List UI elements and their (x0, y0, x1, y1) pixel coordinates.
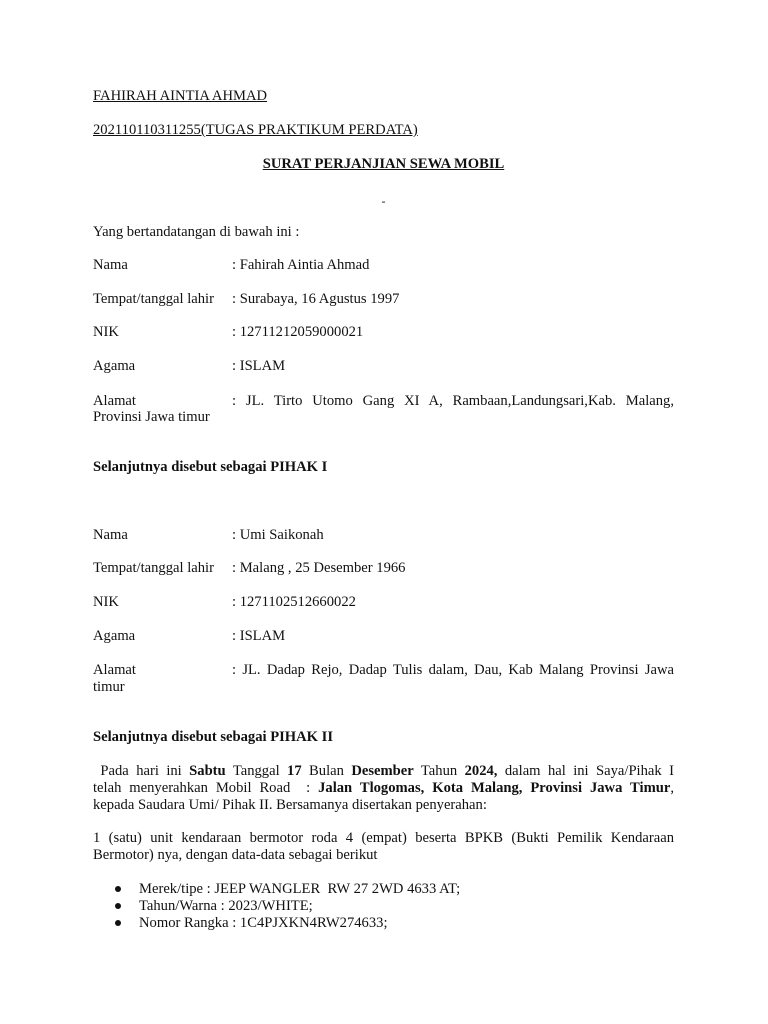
field-label-continued: timur (93, 679, 125, 695)
field-value: : Fahirah Aintia Ahmad (232, 257, 370, 273)
text-run: dalam hal ini Saya/Pihak I (497, 763, 674, 779)
field-label: Alamat (93, 393, 136, 409)
field-value: : ISLAM (232, 358, 286, 374)
student-id-subtitle: 202110110311255(TUGAS PRAKTIKUM PERDATA) (93, 122, 418, 138)
list-item (93, 915, 460, 932)
list-item-text: Merek/tipe : JEEP WANGLER RW 27 2WD 4633 AT; (139, 881, 461, 897)
list-item-text: Nomor Rangka : 1C4PJXKN4RW274633; (139, 915, 388, 931)
text-run: Tahun (413, 763, 465, 779)
intro-text: Yang bertandatangan di bawah ini : (93, 224, 300, 240)
author-name: FAHIRAH AINTIA AHMAD (93, 88, 268, 104)
field-label: Tempat/tanggal lahir (93, 291, 214, 307)
day-value: Sabtu (189, 763, 226, 779)
field-value: : 12711212059000021 (232, 324, 364, 340)
document-title: SURAT PERJANJIAN SEWA MOBIL (262, 156, 505, 172)
month-value: Desember (351, 763, 414, 779)
year-value: 2024, (464, 763, 498, 779)
vehicle-intro-paragraph (93, 830, 674, 864)
pihak2-closing: Selanjutnya disebut sebagai PIHAK II (93, 729, 334, 745)
field-label: NIK (93, 594, 119, 610)
field-label: Nama (93, 527, 128, 543)
list-item (93, 898, 460, 915)
field-label: NIK (93, 324, 119, 340)
field-value: : JL. Tirto Utomo Gang XI A, Rambaan,Landungsari,Kab. Malang, (232, 393, 674, 409)
field-value: : ISLAM (232, 628, 286, 644)
field-label: Tempat/tanggal lahir (93, 560, 214, 576)
paragraph-line (93, 763, 674, 780)
paragraph-line: Bermotor) nya, dengan data-data sebagai berikut (93, 847, 378, 863)
handover-paragraph (93, 763, 674, 814)
field-value: : 1271102512660022 (232, 594, 356, 610)
bullet-icon (115, 920, 121, 926)
date-value: 17 (287, 763, 302, 779)
field-value: : JL. Dadap Rejo, Dadap Tulis dalam, Dau, Kab Malang Provinsi Jawa (232, 662, 674, 678)
paragraph-line (93, 780, 674, 797)
list-item-text: Tahun/Warna : 2023/WHITE; (139, 898, 313, 914)
field-label: Alamat (93, 662, 136, 678)
bullet-icon (115, 903, 121, 909)
text-run: Tanggal (225, 763, 288, 779)
field-label: Nama (93, 257, 128, 273)
text-run: , (670, 780, 674, 796)
place-value: Jalan Tlogomas, Kota Malang, Provinsi Jawa Timur (318, 780, 671, 796)
field-label: Agama (93, 358, 136, 374)
text-run: Pada hari ini (93, 763, 190, 779)
field-value: : Surabaya, 16 Agustus 1997 (232, 291, 400, 307)
title-dash: - (381, 194, 386, 208)
pihak1-alamat-continued: Provinsi Jawa timur (93, 409, 210, 425)
field-value: : Malang , 25 Desember 1966 (232, 560, 406, 576)
bullet-icon (115, 886, 121, 892)
text-run: telah menyerahkan Mobil Road : (93, 780, 319, 796)
paragraph-line: kepada Saudara Umi/ Pihak II. Bersamanya disertakan penyerahan: (93, 797, 487, 813)
vehicle-details-list (93, 881, 460, 932)
field-label: Agama (93, 628, 136, 644)
paragraph-line: 1 (satu) unit kendaraan bermotor roda 4 (empat) beserta BPKB (Bukti Pemilik Kendaraan (93, 830, 674, 846)
list-item (93, 881, 460, 898)
text-run: Bulan (301, 763, 352, 779)
pihak1-closing: Selanjutnya disebut sebagai PIHAK I (93, 459, 328, 475)
field-value: : Umi Saikonah (232, 527, 324, 543)
